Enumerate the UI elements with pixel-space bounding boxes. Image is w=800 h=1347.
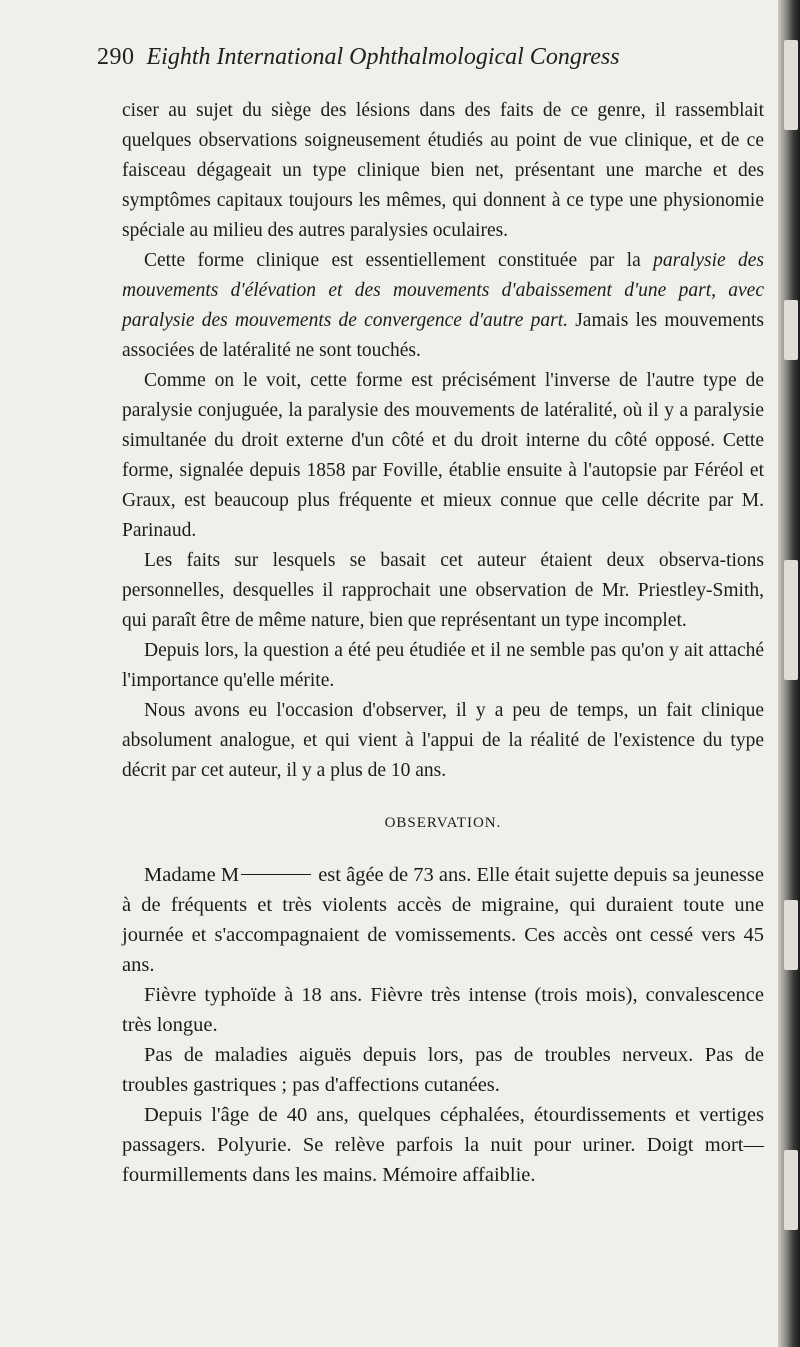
edge-wear-mark bbox=[784, 560, 798, 680]
paragraph-3: Comme on le voit, cette forme est précisément l'inverse de l'autre type de paralysie conjuguée, la paralysie des mouvements de latéralité, où il y a paralysie simultanée du droit externe d'un côté et du droit interne du côté opposé. Cette forme, signalée depuis 1858 par Foville, établie ensuite à l'autopsie par Féréol et Graux, est beaucoup plus fréquente et mieux connue que celle décrite par M. Parinaud. bbox=[122, 370, 764, 541]
observation-paragraph-1 bbox=[122, 860, 764, 980]
observation-heading: OBSERVATION. bbox=[384, 815, 502, 831]
name-redaction-dash bbox=[241, 874, 311, 875]
paragraph-1: ciser au sujet du siège des lésions dans des faits de ce genre, il rassemblait quelques observations soigneusement étudiés au point de vue clinique, et de ce faisceau dégageait un type clinique bien net, présentant une marche et des symptômes capitaux toujours les mêmes, qui donnent à ce type une physionomie spéciale au milieu des autres paralysies oculaires. bbox=[122, 100, 764, 241]
observation-paragraph-3: Pas de maladies aiguës depuis lors, pas de troubles nerveux. Pas de troubles gastriques ; pas d'affections cutanées. bbox=[122, 1044, 764, 1096]
page-header bbox=[97, 44, 697, 84]
running-title: Eighth International Ophthalmological Congress bbox=[146, 44, 620, 70]
edge-wear-mark bbox=[784, 300, 798, 360]
observation-paragraph-4: Depuis l'âge de 40 ans, quelques céphalées, étourdissements et vertiges passagers. Polyurie. Se relève parfois la nuit pour uriner. Doigt mort—fourmillements dans les mains. Mémoire affaiblie. bbox=[122, 1104, 764, 1186]
edge-wear-mark bbox=[784, 900, 798, 970]
paragraph-2 bbox=[122, 246, 764, 366]
paragraph-2-lead: Cette forme clinique est essentiellement constituée par la bbox=[144, 250, 654, 271]
observation-lead-tail: est âgée de 73 ans. Elle était sujette depuis sa jeunesse à de fréquents et très violents accès de migraine, qui duraient toute une journée et s'accompagnaient de vomissements. Ces accès ont cessé vers 45 ans. bbox=[122, 864, 764, 976]
observation-paragraph-2: Fièvre typhoïde à 18 ans. Fièvre très intense (trois mois), convalescence très longue. bbox=[122, 984, 764, 1036]
observation-lead: Madame M bbox=[144, 864, 240, 886]
paragraph-6: Nous avons eu l'occasion d'observer, il y a peu de temps, un fait clinique absolument analogue, et qui vient à l'appui de la réalité de l'existence du type décrit par cet auteur, il y a plus de 10 ans. bbox=[122, 700, 764, 781]
paragraph-2-italic: paralysie des mouvements d'élévation et des mouvements d'abaissement d'une part, avec paralysie des mouvements de convergence d'autre part. bbox=[122, 250, 764, 331]
paragraph-4: Les faits sur lesquels se basait cet auteur étaient deux observa-tions personnelles, desquelles il rapprochait une observation de Mr. Priestley-Smith, qui paraît être de même nature, bien que représentant un type incomplet. bbox=[122, 550, 764, 631]
page-number: 290 bbox=[97, 44, 135, 70]
body-text bbox=[122, 96, 764, 1190]
page-edge-shadow bbox=[778, 0, 800, 1347]
edge-wear-mark bbox=[784, 1150, 798, 1230]
paragraph-5: Depuis lors, la question a été peu étudiée et il ne semble pas qu'on y ait attaché l'importance qu'elle mérite. bbox=[122, 640, 764, 691]
edge-wear-mark bbox=[784, 40, 798, 130]
paragraph-2-tail: Jamais les mouvements associées de latéralité ne sont touchés. bbox=[122, 310, 764, 361]
